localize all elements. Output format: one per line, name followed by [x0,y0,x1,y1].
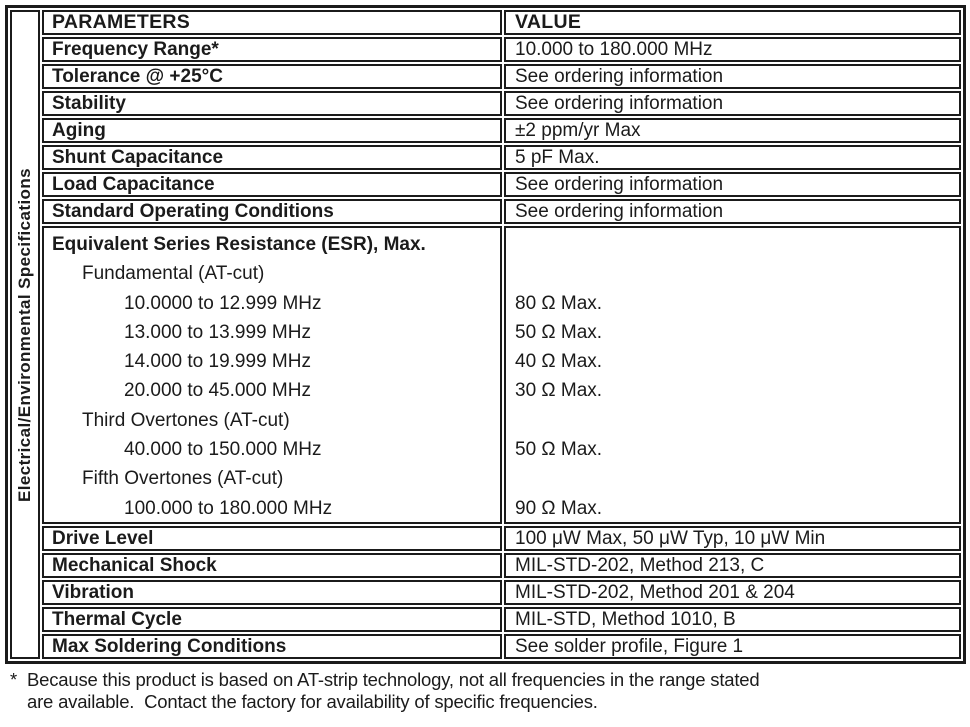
table-row-esr-section [42,226,961,524]
table-row-standard-operating-conditions [42,199,961,224]
value-cell: See ordering information [504,64,961,89]
table-rows [42,10,961,659]
esr-value: 50 Ω Max. [515,321,603,343]
footnote-line-1: Because this product is based on AT-strip technology, not all frequencies in the range stated [27,669,760,690]
param-cell: Stability [42,91,502,116]
table-row-mechanical-shock [42,553,961,578]
esr-param-cell [42,226,502,524]
footnote-asterisk: * [10,669,17,690]
value-cell: 100 μW Max, 50 μW Typ, 10 μW Min [504,526,961,551]
value-cell: See ordering information [504,199,961,224]
esr-section-title: Equivalent Series Resistance (ESR), Max. [52,234,426,255]
param-cell: Drive Level [42,526,502,551]
value-cell: MIL-STD-202, Method 213, C [504,553,961,578]
esr-value [506,406,959,435]
table-row-tolerance [42,64,961,89]
table-row-thermal-cycle [42,607,961,632]
esr-value-cell [504,226,961,524]
param-cell: Standard Operating Conditions [42,199,502,224]
value-cell: ±2 ppm/yr Max [504,118,961,143]
esr-frequency-range: 20.000 to 45.000 MHz [124,380,311,402]
esr-subheading: Fifth Overtones (AT-cut) [82,468,284,490]
esr-value: 90 Ω Max. [515,497,603,519]
esr-value: 40 Ω Max. [515,351,603,373]
esr-subheading: Third Overtones (AT-cut) [82,409,290,431]
esr-value [506,230,959,259]
table-row-vibration [42,580,961,605]
value-cell: See ordering information [504,91,961,116]
specifications-table [5,5,966,664]
param-cell: Vibration [42,580,502,605]
esr-frequency-range: 10.0000 to 12.999 MHz [124,292,322,314]
table-row-load-capacitance [42,172,961,197]
value-header-cell: VALUE [504,10,961,35]
value-cell: MIL-STD, Method 1010, B [504,607,961,632]
esr-frequency-range: 100.000 to 180.000 MHz [124,497,333,519]
table-row-aging [42,118,961,143]
esr-value: 80 Ω Max. [515,292,603,314]
value-cell: See solder profile, Figure 1 [504,634,961,659]
esr-frequency-range: 13.000 to 13.999 MHz [124,321,311,343]
table-header-row [42,10,961,35]
esr-value: 50 Ω Max. [515,439,603,461]
esr-value [506,464,959,493]
table-row-shunt-capacitance [42,145,961,170]
value-cell: MIL-STD-202, Method 201 & 204 [504,580,961,605]
esr-value: 30 Ω Max. [515,380,603,402]
parameters-header-cell: PARAMETERS [42,10,502,35]
param-cell: Thermal Cycle [42,607,502,632]
side-label: Electrical/Environmental Specifications [15,167,34,502]
param-cell: Shunt Capacitance [42,145,502,170]
table-row-stability [42,91,961,116]
footnote-text [27,669,960,713]
value-cell: See ordering information [504,172,961,197]
footnote-line-2: are available. Contact the factory for availability of specific frequencies. [27,691,598,712]
side-label-cell [10,10,40,659]
esr-frequency-range: 14.000 to 19.999 MHz [124,351,311,373]
param-cell: Frequency Range* [42,37,502,62]
esr-frequency-range: 40.000 to 150.000 MHz [124,439,322,461]
param-cell: Mechanical Shock [42,553,502,578]
value-cell: 5 pF Max. [504,145,961,170]
esr-subheading: Fundamental (AT-cut) [82,263,265,285]
footnote [10,669,960,713]
param-cell: Max Soldering Conditions [42,634,502,659]
param-cell: Aging [42,118,502,143]
table-row-drive-level [42,526,961,551]
param-cell: Tolerance @ +25°C [42,64,502,89]
esr-value [506,259,959,288]
table-row-max-soldering-conditions [42,634,961,659]
value-cell: 10.000 to 180.000 MHz [504,37,961,62]
table-row-frequency-range [42,37,961,62]
param-cell: Load Capacitance [42,172,502,197]
